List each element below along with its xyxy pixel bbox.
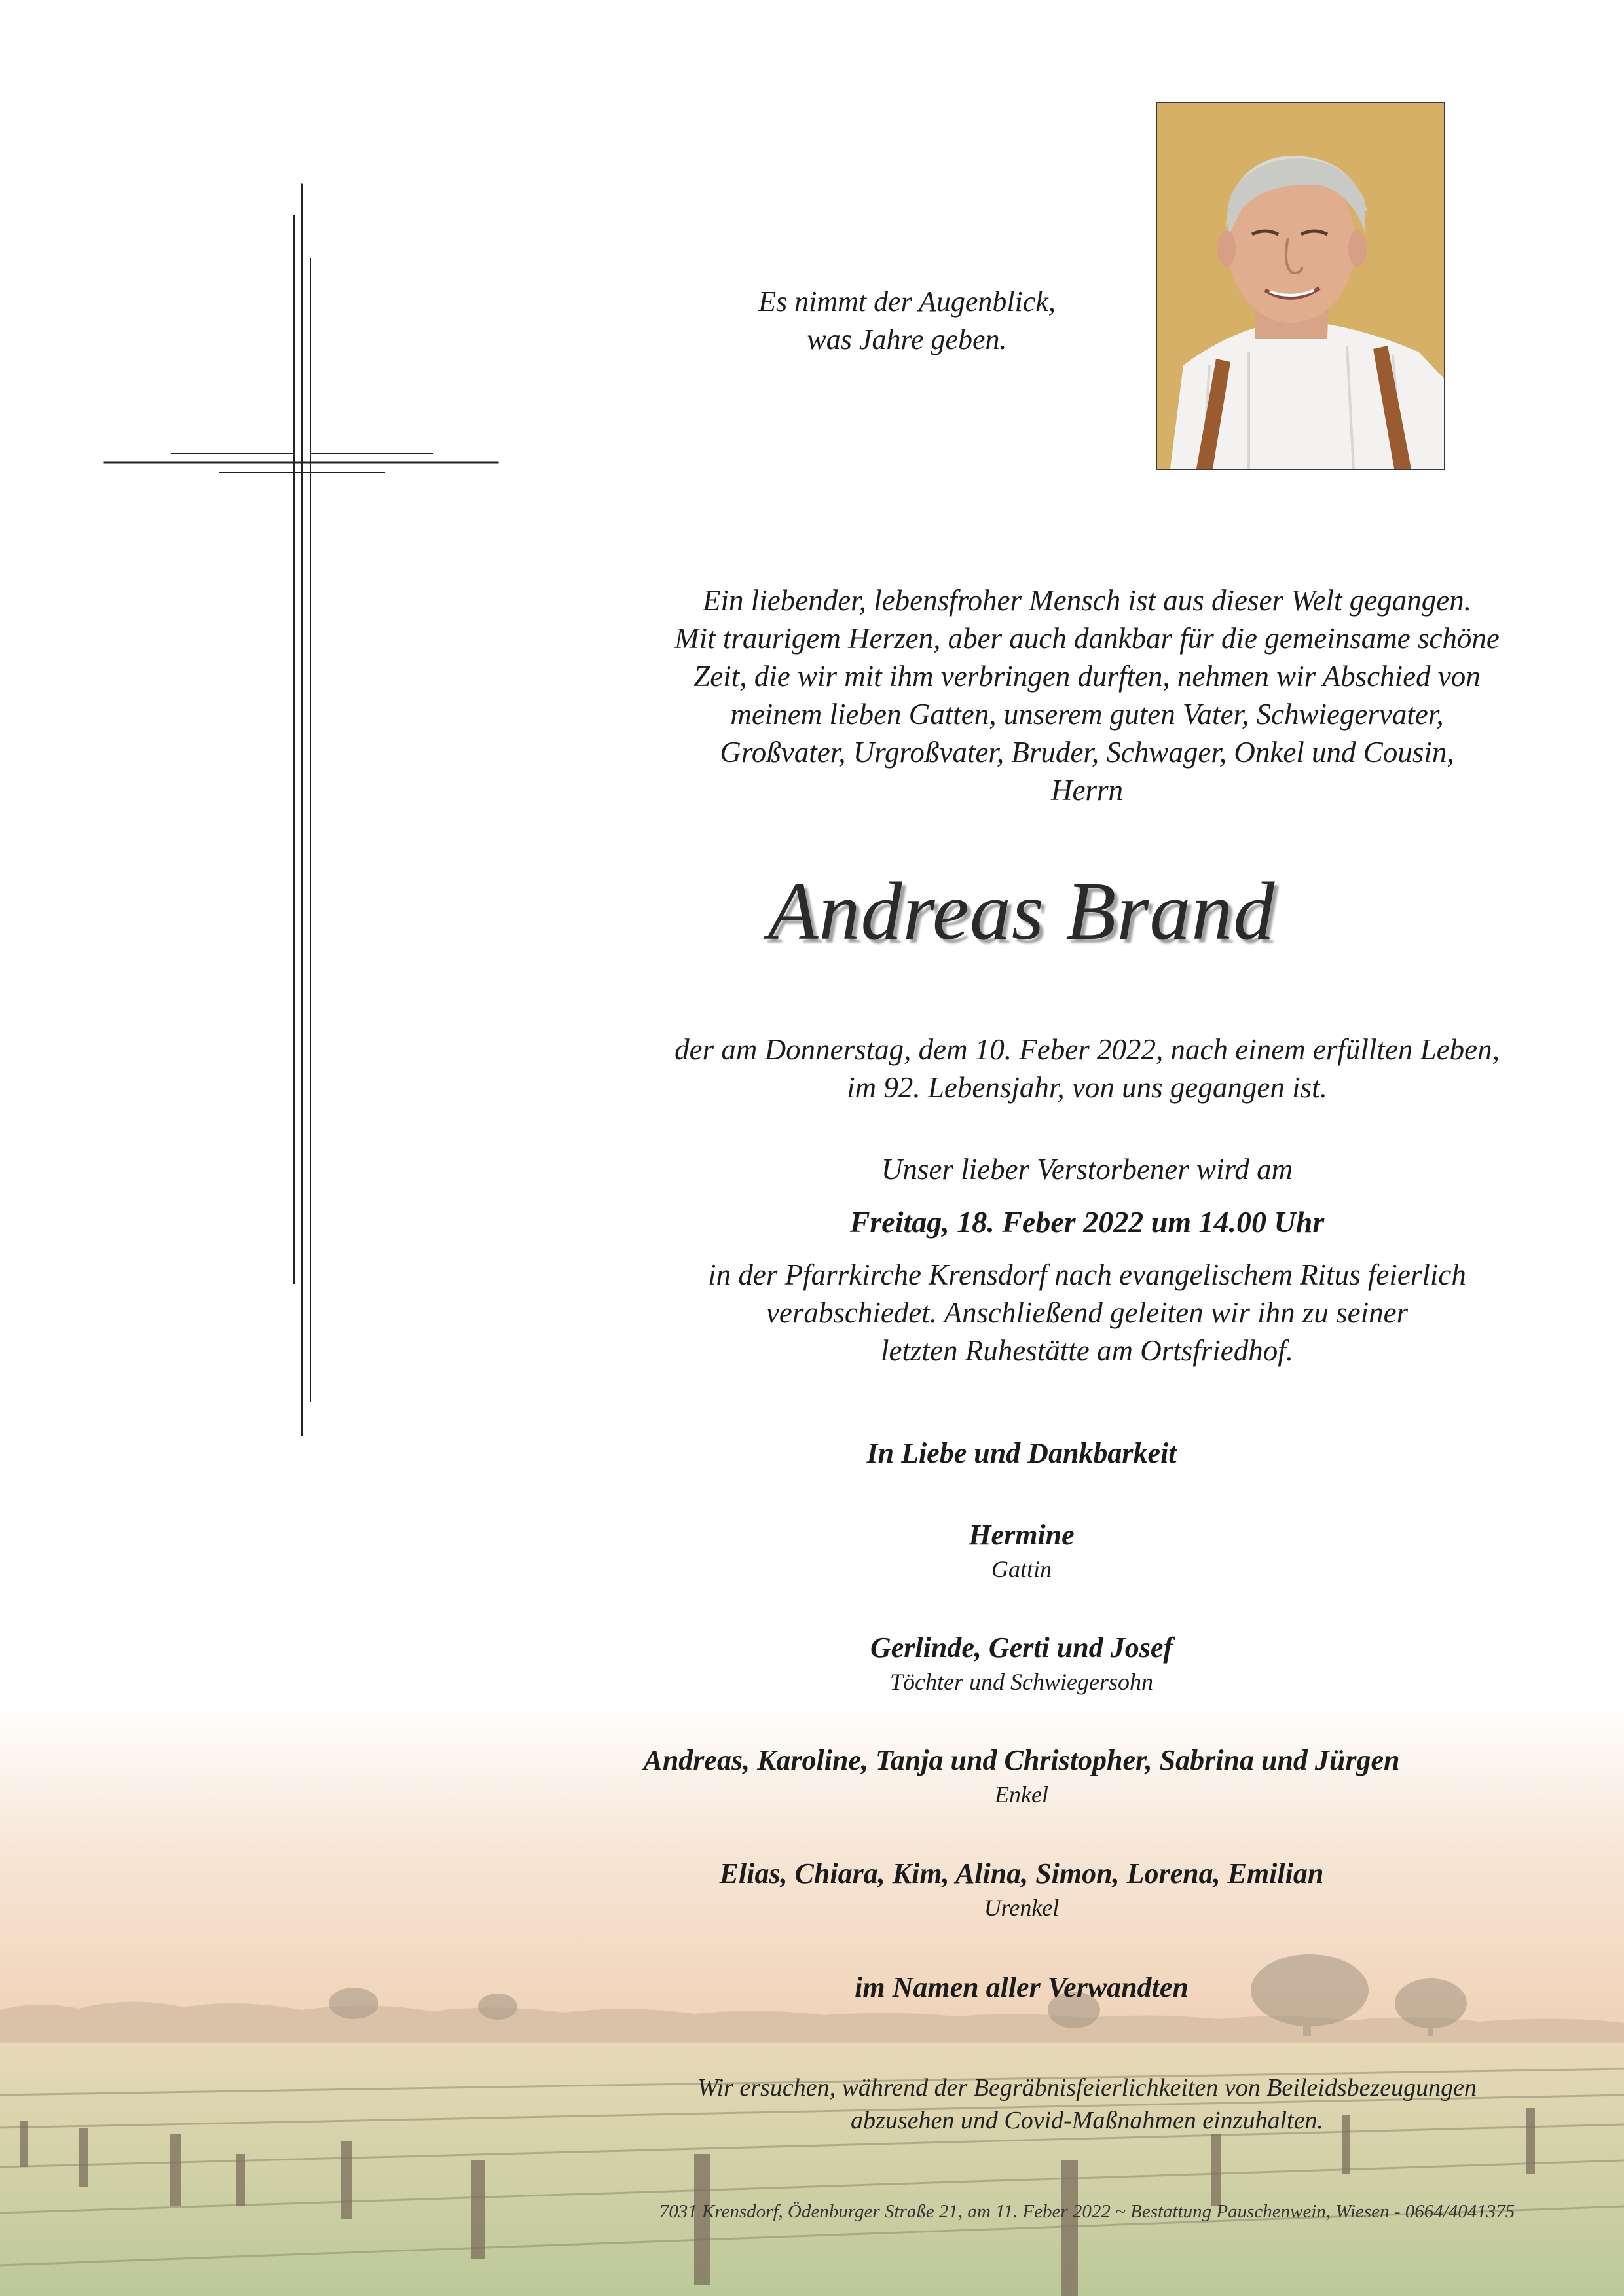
mourner-group (367, 1630, 1624, 1698)
mourner-names: Elias, Chiara, Kim, Alina, Simon, Lorena, Emilian (719, 1857, 1324, 1889)
funeral-place-line: verabschiedet. Anschließend geleiten wir ihn zu seiner (766, 1296, 1409, 1329)
deceased-name: Andreas Brand (767, 866, 1276, 957)
mourners-heading: In Liebe und Dankbarkeit (866, 1437, 1177, 1469)
funeral-intro: Unser lieber Verstorbener wird am (881, 1153, 1293, 1186)
mourners-closing: im Namen aller Verwandten (855, 1971, 1189, 2003)
memorial-quote (655, 283, 1159, 359)
cross-symbol (0, 0, 524, 1473)
condolence-request (498, 2071, 1624, 2137)
death-notice-line-1: der am Donnerstag, dem 10. Feber 2022, nach einem erfüllten Leben, (674, 1033, 1500, 1066)
portrait-illustration (1157, 103, 1444, 469)
request-line-1: Wir ersuchen, während der Begräbnisfeierlichkeiten von Beileidsbezeugungen (697, 2074, 1477, 2102)
intro-paragraph (498, 581, 1624, 809)
mourner-names: Hermine (969, 1519, 1075, 1551)
quote-line-2: was Jahre geben. (807, 323, 1007, 355)
funeral-place-line: in der Pfarrkirche Krensdorf nach evangelischem Ritus feierlich (708, 1258, 1466, 1291)
mourner-group (367, 1742, 1624, 1810)
request-line-2: abzusehen und Covid-Maßnahmen einzuhalten. (851, 2107, 1323, 2134)
footer-address: 7031 Krensdorf, Ödenburger Straße 21, am 11. Feber 2022 ~ Bestattung Pauschenwein, Wiesen - 0664/4041375 (659, 2201, 1515, 2222)
quote-line-1: Es nimmt der Augenblick, (758, 285, 1056, 318)
mourner-role: Urenkel (984, 1895, 1060, 1921)
mourner-role: Töchter und Schwiegersohn (890, 1669, 1153, 1695)
mourner-role: Gattin (991, 1556, 1052, 1582)
funeral-date: Freitag, 18. Feber 2022 um 14.00 Uhr (849, 1205, 1325, 1239)
intro-line: Mit traurigem Herzen, aber auch dankbar für die gemeinsame schöne (674, 622, 1500, 655)
funeral-place-line: letzten Ruhestätte am Ortsfriedhof. (881, 1334, 1293, 1367)
mourner-names: Gerlinde, Gerti und Josef (870, 1631, 1173, 1664)
death-notice (498, 1030, 1624, 1106)
mourner-group (367, 1855, 1624, 1923)
death-notice-line-2: im 92. Lebensjahr, von uns gegangen ist. (847, 1071, 1327, 1104)
mourner-role: Enkel (995, 1781, 1048, 1808)
intro-line: Zeit, die wir mit ihm verbringen durften, nehmen wir Abschied von (693, 660, 1481, 693)
intro-line: Großvater, Urgroßvater, Bruder, Schwager, Onkel und Cousin, (720, 736, 1454, 769)
intro-line: meinem lieben Gatten, unserem guten Vater, Schwiegervater, (730, 698, 1444, 731)
funeral-place (498, 1256, 1624, 1370)
intro-line: Ein liebender, lebensfroher Mensch ist aus dieser Welt gegangen. (703, 584, 1471, 617)
mourner-group (367, 1517, 1624, 1585)
portrait-photo (1156, 102, 1445, 470)
intro-line: Herrn (1051, 774, 1123, 807)
mourner-names: Andreas, Karoline, Tanja und Christopher, Sabrina und Jürgen (643, 1744, 1400, 1776)
